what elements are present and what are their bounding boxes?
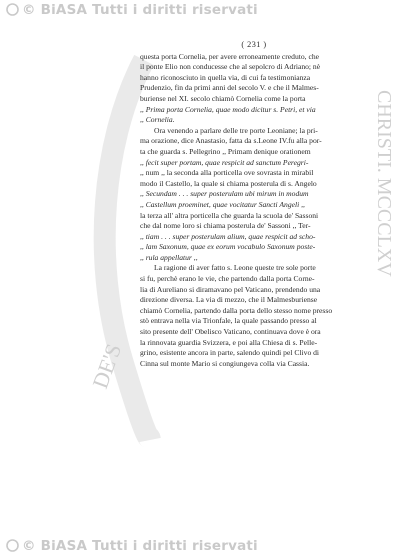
text-line: Cinna sul monte Mario si congiungeva colla via Cassia.	[140, 358, 310, 368]
text-line: ,, Secundam . . . super posterulam ubi mirum in modum	[140, 189, 309, 199]
watermark-bottom	[6, 538, 412, 554]
text-line: ta che guarda s. Pellegrino ,, Primam denique orationem	[140, 146, 311, 156]
text-line: ,, rula appellatur ,,	[140, 252, 198, 262]
svg-text:DE'S: DE'S	[87, 340, 127, 392]
text-line: la rinnovata guardia Svizzera, e poi alla Chiesa di s. Pelle-	[140, 337, 318, 347]
page-number: ( 231 )	[241, 40, 267, 49]
page-body	[140, 52, 368, 370]
svg-text:CHRISTI. MCCCLXV: CHRISTI. MCCCLXV	[373, 90, 395, 277]
text-line: lia di Aureliano si diramavano pel Vaticano, prendendo una	[140, 284, 321, 294]
copyright-icon	[6, 539, 19, 552]
text-line: buriense nel XI. secolo chiamò Cornelia come la porta	[140, 93, 306, 103]
text-line: stò entrava nella via Trionfale, la quale passando presso al	[140, 316, 317, 326]
text-line: Ora venendo a parlare delle tre porte Leoniane; la pri-	[154, 125, 318, 135]
text-line: direzione diversa. La via di mezzo, che il Malmesburiense	[140, 295, 318, 305]
text-line: ,, tiam . . . super posterulam alium, quae respicit ad scho-	[140, 231, 316, 241]
text-line: ,, Prima porta Cornelia, quae modo dicitur s. Petri, et via	[140, 104, 316, 114]
watermark-top-text: © BiASA Tutti i diritti riservati	[22, 2, 258, 18]
text-line: chiamò Cornelia, partendo dalla porta dello stesso nome presso	[140, 305, 333, 315]
document-page	[140, 40, 368, 369]
text-line: Prudenzio, fin da primi anni del secolo V. e che il Malmes-	[140, 83, 319, 93]
text-line: che dal nome loro si chiama posterula de' Sassoni ,, Ter-	[140, 221, 311, 231]
text-line: ,, Castellum proeminet, quae vocitatur Sancti Angeli ,,	[140, 199, 305, 209]
text-line: hanno riconosciuto in quella via, di cui fa testimonianza	[140, 72, 311, 82]
stamp-right-arc	[372, 70, 402, 400]
text-line: La ragione di aver fatto s. Leone queste tre sole porte	[154, 263, 316, 273]
text-line: la terza all' altra porticella che guarda la scuola de' Sassoni	[140, 210, 319, 220]
text-line: ,, num ,, la seconda alla porticella ove sovrasta in mirabil	[140, 168, 314, 178]
text-line: ma orazione, dice Anastasio, fatta da s.Leone IV.fu alla por-	[140, 136, 322, 146]
copyright-icon	[6, 3, 19, 16]
text-line: grino, esistente ancora in parte, salendo quindi pel Clivo di	[140, 348, 320, 358]
watermark-top	[6, 2, 412, 18]
text-line: si fu, perchè erano le vie, che partendo dalla porta Corne-	[140, 274, 315, 284]
text-line: ,, lam Saxonum, quae ex eorum vocabulo Saxonum poste-	[140, 242, 316, 252]
text-line: ,, Cornelia.	[140, 115, 175, 125]
text-line: il ponte Elio non conducesse che al sepolcro di Adriano; nè	[140, 62, 321, 72]
text-line: questa porta Cornelia, per avere erroneamente creduto, che	[140, 51, 319, 61]
watermark-bottom-text: © BiASA Tutti i diritti riservati	[22, 538, 258, 554]
text-line: sito presente dell' Obelisco Vaticano, continuava dove è ora	[140, 327, 321, 337]
text-line: ,, fecit super portam, quae respicit ad sanctum Peregri-	[140, 157, 309, 167]
text-line: modo il Castello, la quale si chiama posterula di s. Angelo	[140, 178, 317, 188]
